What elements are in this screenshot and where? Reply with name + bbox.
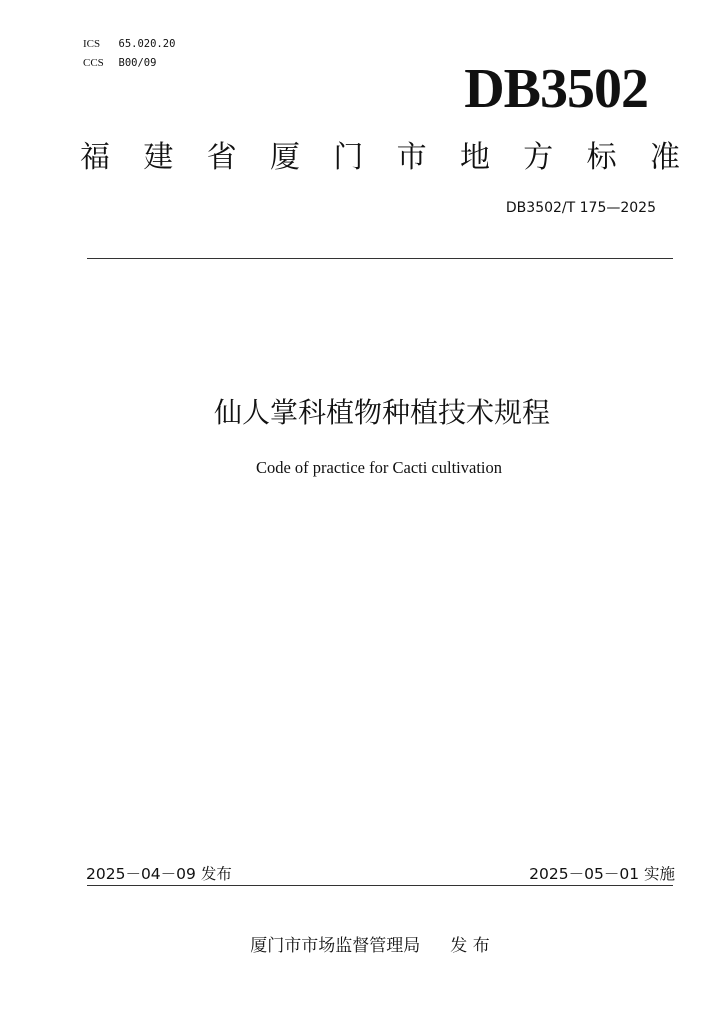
ics-classification (83, 37, 175, 51)
category-char: 建 (143, 140, 174, 175)
category-char: 地 (459, 140, 490, 175)
header-divider (87, 258, 673, 259)
category-char: 厦 (269, 140, 300, 175)
document-title-chinese: 仙人掌科植物种植技术规程 (213, 396, 550, 429)
standard-code-logo: DB3502 (464, 58, 648, 120)
ics-label: ICS (83, 38, 101, 50)
ccs-classification (83, 56, 156, 70)
document-title-english: Code of practice for Cacti cultivation (255, 458, 503, 477)
category-char: 门 (333, 140, 364, 175)
category-char: 标 (586, 140, 617, 175)
ics-value: 65.020.20 (118, 38, 176, 50)
publisher-organization: 厦门市市场监督管理局 (250, 936, 421, 956)
ccs-value: B00/09 (118, 57, 157, 69)
category-char: 准 (649, 140, 680, 175)
category-char: 省 (206, 140, 237, 175)
category-char: 市 (396, 140, 427, 175)
category-char: 福 (80, 140, 110, 175)
implementation-date: 2025－05－01 实施 (529, 865, 675, 883)
category-char: 方 (523, 140, 554, 175)
ccs-label: CCS (83, 57, 104, 69)
publisher-line (0, 935, 724, 957)
standard-category-heading (80, 138, 680, 178)
issue-date: 2025－04－09 发布 (86, 865, 232, 883)
footer-divider (87, 885, 673, 886)
publisher-action: 发 布 (450, 936, 490, 956)
standard-number: DB3502/T 175—2025 (505, 200, 656, 216)
